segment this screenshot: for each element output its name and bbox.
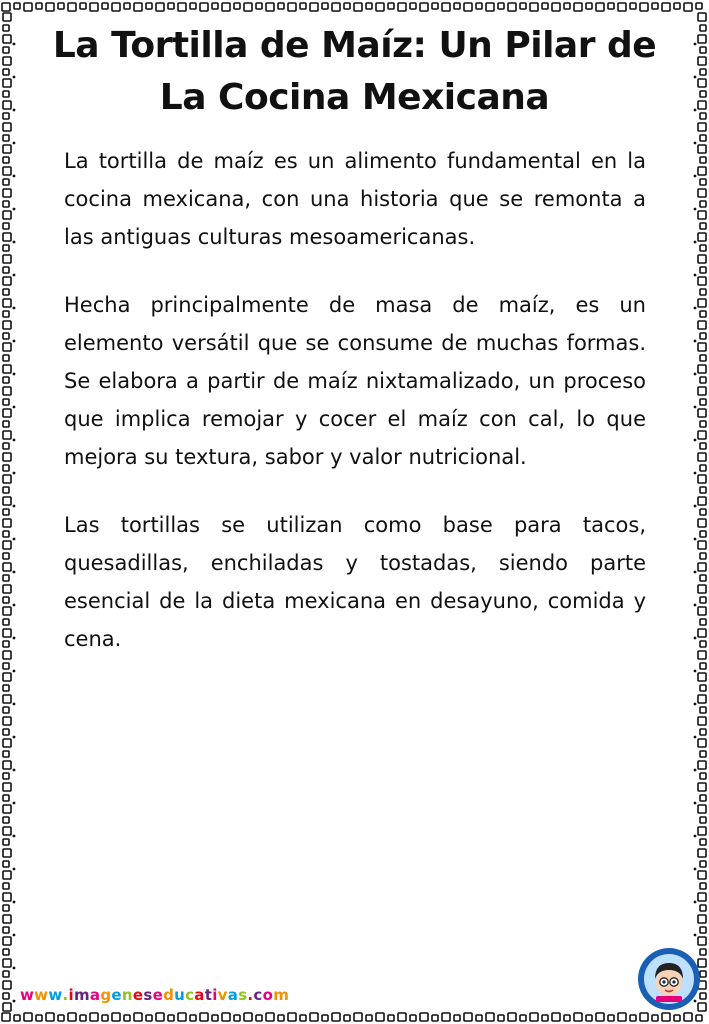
website-link[interactable]: www.imageneseducativas.com [20,986,290,1004]
paragraph-3: Las tortillas se utilizan como base para tacos, quesadillas, enchiladas y tostadas, siendo parte esencial de la dieta mexicana en desayuno, comida y cena. [64,513,646,651]
paragraph-2: Hecha principalmente de masa de maíz, es un elemento versátil que se consume de muchas formas. Se elabora a partir de maíz nixtamalizado, un proceso que implica remojar y cocer el maíz con cal, lo que mejora su textura, sabor y valor nutricional. [64,293,646,469]
mascot-logo-icon [636,946,702,1012]
document-title: La Tortilla de Maíz: Un Pilar de La Cocina Mexicana [52,25,657,118]
document-body [64,142,646,688]
paragraph-1: La tortilla de maíz es un alimento fundamental en la cocina mexicana, con una historia que se remonta a las antiguas culturas mesoamericanas. [64,149,646,249]
